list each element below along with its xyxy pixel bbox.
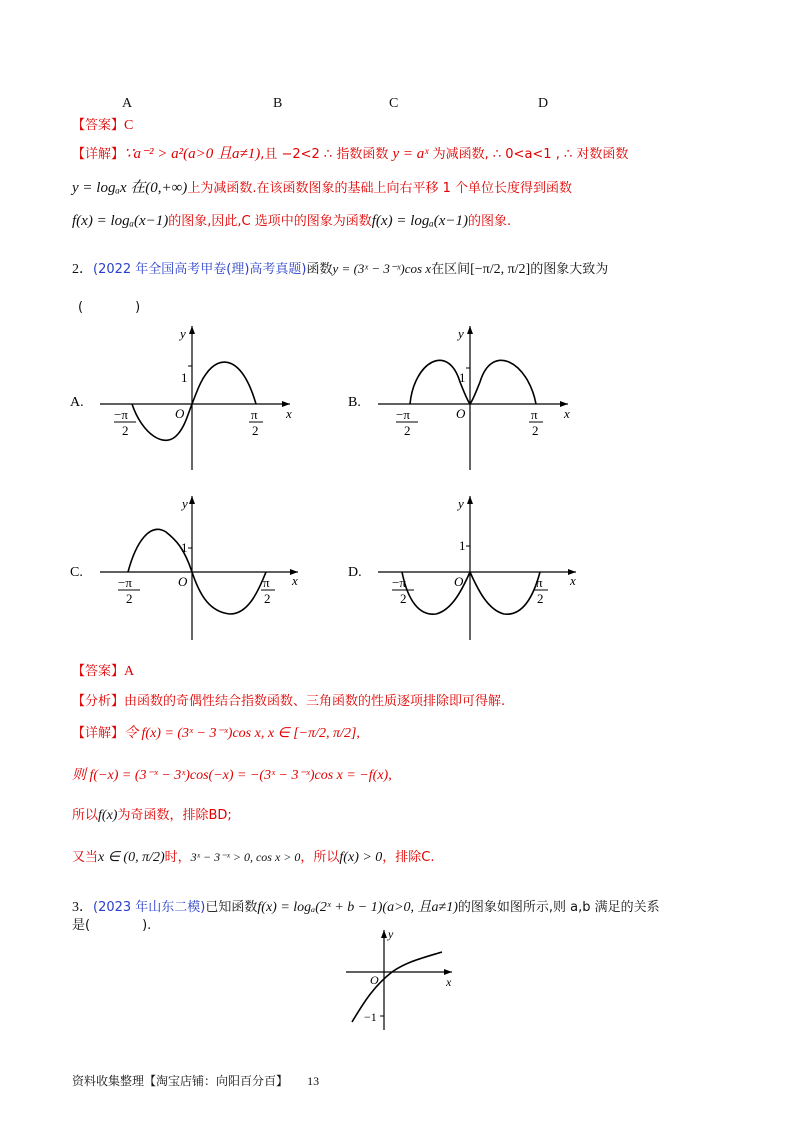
label-y: y	[182, 496, 188, 511]
stem-text: 在区间	[431, 262, 471, 277]
math-expr: f(x) > 0	[339, 850, 383, 865]
detail-text: 的图象,因此,C 选项中的图象为函数	[168, 214, 372, 229]
math-expr: ∵a⁻² > a²(a>0 且a≠1)	[124, 146, 261, 162]
analysis-label: 【分析】	[72, 694, 125, 709]
detail-text: 的图象.	[468, 214, 512, 229]
question-source: (2023 年山东二模)	[93, 900, 206, 915]
graph-c-label: C.	[70, 565, 83, 580]
graph-option-d[interactable]	[348, 492, 588, 642]
label-x: x	[564, 406, 570, 421]
q2-detail-line4	[72, 846, 435, 866]
label-y: y	[458, 496, 464, 511]
detail-text: ，排除C.	[382, 850, 435, 865]
detail-text: 时，	[164, 850, 191, 865]
q3-stem	[72, 896, 660, 916]
math-expr: f(x) = logₐ(x−1)	[371, 213, 469, 229]
answer-label: 【答案】	[72, 118, 125, 133]
detail-text: 为减函数, ∴ 0<a<1 , ∴ 对数函数	[428, 147, 629, 162]
footer-text: 资料收集整理【淘宝店铺：向阳百分百】	[72, 1074, 289, 1088]
math-expr: 令 f(x) = (3ˣ − 3⁻ˣ)cos x, x ∈ [−π/2, π/2],	[124, 726, 360, 741]
label-two: 2	[537, 591, 544, 606]
math-expr: y = logₐx 在(0,+∞)	[72, 180, 188, 196]
q1-detail-line2	[72, 176, 572, 197]
analysis-text: 由函数的奇偶性结合指数函数、三角函数的性质逐项排除即可得解.	[124, 694, 506, 709]
detail-text: 上为减函数.在该函数图象的基础上向右平移 1 个单位长度得到函数	[187, 181, 572, 196]
label-pi: π	[536, 575, 543, 590]
label-neg-pi: −π	[396, 407, 410, 422]
q3-graph	[340, 924, 470, 1034]
choice-label-a: A	[122, 96, 133, 111]
q3-stem-line2: 是( ).	[72, 918, 152, 933]
label-y: y	[458, 326, 464, 341]
q1-detail-line3	[72, 210, 511, 230]
label-one: 1	[459, 370, 466, 385]
label-origin: O	[456, 406, 466, 421]
curve	[410, 360, 536, 404]
math-expr: y = aˣ	[392, 146, 429, 162]
detail-label: 【详解】	[72, 726, 125, 741]
footer	[72, 1070, 319, 1089]
detail-text: ,且 −2<2 ∴ 指数函数	[260, 147, 393, 162]
stem-text: 的图象大致为	[530, 262, 609, 277]
stem-text: 函数	[306, 262, 333, 277]
label-neg-pi: −π	[114, 407, 128, 422]
graph-b-label: B.	[348, 395, 361, 410]
label-y: y	[180, 326, 186, 341]
label-two: 2	[532, 423, 539, 438]
label-two: 2	[264, 591, 271, 606]
detail-label: 【详解】	[72, 147, 125, 162]
y-axis-arrow	[467, 326, 473, 334]
choice-label-b: B	[273, 96, 283, 111]
answer-value: C	[124, 118, 134, 133]
q2-detail-line1	[72, 722, 360, 742]
label-one: 1	[181, 540, 188, 555]
math-expr: x ∈ (0, π/2)	[98, 850, 165, 865]
y-axis-arrow	[189, 326, 195, 334]
graph-a-label: A.	[70, 395, 84, 410]
y-axis-arrow	[467, 496, 473, 504]
label-two: 2	[122, 423, 129, 438]
label-two: 2	[404, 423, 411, 438]
label-neg-one: −1	[364, 1010, 377, 1024]
detail-text: 又当	[72, 850, 99, 865]
math-expr: 则 f(−x) = (3⁻ˣ − 3ˣ)cos(−x) = −(3ˣ − 3⁻ˣ)cos x = −f(x),	[72, 768, 392, 783]
graph-option-c[interactable]	[70, 492, 310, 642]
label-one: 1	[459, 538, 466, 553]
detail-text: 所以	[72, 808, 99, 823]
y-axis-arrow	[189, 496, 195, 504]
q2-stem	[72, 258, 608, 278]
question-number: 3．	[72, 900, 93, 915]
stem-interval: [−π/2, π/2]	[470, 262, 531, 277]
q2-detail-line3	[72, 804, 232, 824]
stem-function: y = (3ˣ − 3⁻ˣ)cos x	[332, 261, 432, 276]
y-axis-arrow	[381, 930, 387, 938]
stem-function: f(x) = logₐ(2ˣ + b − 1)(a>0, 且a≠1)	[257, 900, 458, 915]
question-source: (2022 年全国高考甲卷(理)高考真题)	[93, 262, 307, 277]
label-two: 2	[400, 591, 407, 606]
q2-answer	[72, 660, 134, 680]
label-neg-pi: −π	[118, 575, 132, 590]
q2-detail-line2	[72, 764, 392, 784]
q1-answer	[72, 114, 133, 134]
q2-analysis	[72, 690, 505, 709]
math-expr: 3ˣ − 3⁻ˣ > 0, cos x > 0	[190, 850, 301, 864]
detail-text: ，所以	[300, 850, 340, 865]
label-neg-pi: −π	[392, 575, 406, 590]
graph-option-a[interactable]	[70, 322, 310, 472]
q1-detail-line1	[72, 142, 628, 163]
label-two: 2	[126, 591, 133, 606]
math-expr: f(x)	[98, 808, 118, 823]
answer-blank: ( )	[78, 300, 141, 315]
label-x: x	[570, 573, 576, 588]
label-pi: π	[531, 407, 538, 422]
answer-value: A	[124, 664, 135, 679]
label-one: 1	[181, 370, 188, 385]
label-origin: O	[178, 574, 188, 589]
graph-option-b[interactable]	[348, 322, 588, 472]
page-number: 13	[307, 1074, 320, 1088]
math-expr: f(x) = logₐ(x−1)	[72, 213, 169, 229]
label-x: x	[292, 573, 298, 588]
label-two: 2	[252, 423, 259, 438]
label-pi: π	[263, 575, 270, 590]
curve	[132, 362, 256, 440]
label-origin: O	[370, 973, 379, 987]
graph-d-label: D.	[348, 565, 362, 580]
label-origin: O	[454, 574, 464, 589]
choice-label-d: D	[538, 96, 549, 111]
detail-text: 为奇函数，排除BD;	[117, 808, 232, 823]
label-x: x	[446, 975, 452, 989]
choice-label-c: C	[389, 96, 399, 111]
label-y: y	[388, 927, 394, 941]
label-origin: O	[175, 406, 185, 421]
question-number: 2．	[72, 262, 93, 277]
answer-label: 【答案】	[72, 664, 125, 679]
label-pi: π	[251, 407, 258, 422]
label-x: x	[286, 406, 292, 421]
stem-text: 的图象如图所示,则 a,b 满足的关系	[457, 900, 660, 915]
stem-text: 已知函数	[205, 900, 258, 915]
curve	[402, 572, 540, 614]
